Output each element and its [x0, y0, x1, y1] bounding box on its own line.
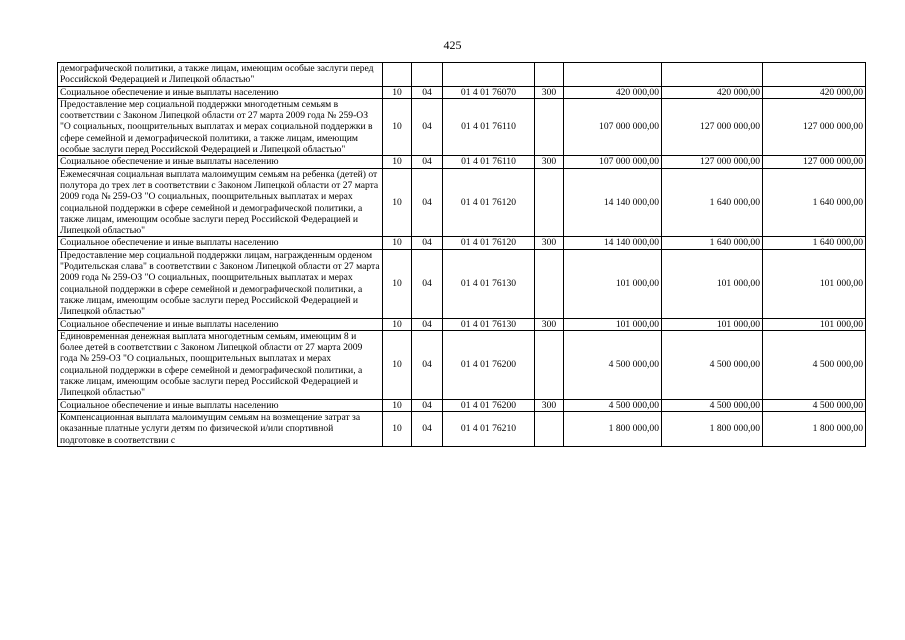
amount-year2-cell: 420 000,00 [662, 86, 763, 98]
amount-year1-cell: 14 140 000,00 [564, 168, 662, 237]
amount-year2-cell: 101 000,00 [662, 318, 763, 330]
subsection-code-cell [412, 63, 443, 87]
section-code-cell: 10 [383, 249, 412, 318]
section-code-cell: 10 [383, 156, 412, 168]
section-code-cell: 10 [383, 411, 412, 446]
section-code-cell: 10 [383, 237, 412, 249]
section-code-cell: 10 [383, 98, 412, 155]
table-row [58, 156, 866, 168]
expense-type-cell [535, 168, 564, 237]
subsection-code-cell: 04 [412, 156, 443, 168]
target-article-cell [443, 63, 535, 87]
subsection-code-cell: 04 [412, 399, 443, 411]
amount-year2-cell: 1 800 000,00 [662, 411, 763, 446]
amount-year1-cell: 420 000,00 [564, 86, 662, 98]
row-name-cell: Социальное обеспечение и иные выплаты населению [58, 156, 383, 168]
table-body [58, 63, 866, 447]
table-row [58, 411, 866, 446]
amount-year3-cell: 1 800 000,00 [763, 411, 866, 446]
page-number: 425 [443, 38, 462, 52]
budget-table [57, 62, 866, 447]
table-row [58, 249, 866, 318]
amount-year1-cell: 101 000,00 [564, 249, 662, 318]
amount-year2-cell: 127 000 000,00 [662, 98, 763, 155]
target-article-cell: 01 4 01 76210 [443, 411, 535, 446]
amount-year2-cell [662, 63, 763, 87]
target-article-cell: 01 4 01 76120 [443, 237, 535, 249]
amount-year2-cell: 4 500 000,00 [662, 399, 763, 411]
expense-type-cell: 300 [535, 156, 564, 168]
subsection-code-cell: 04 [412, 318, 443, 330]
table-row [58, 318, 866, 330]
row-name-cell: Социальное обеспечение и иные выплаты населению [58, 86, 383, 98]
target-article-cell: 01 4 01 76130 [443, 318, 535, 330]
table-row [58, 237, 866, 249]
amount-year3-cell: 101 000,00 [763, 318, 866, 330]
amount-year2-cell: 1 640 000,00 [662, 168, 763, 237]
expense-type-cell: 300 [535, 237, 564, 249]
amount-year3-cell: 127 000 000,00 [763, 98, 866, 155]
table-row [58, 63, 866, 87]
amount-year1-cell: 4 500 000,00 [564, 330, 662, 399]
expense-type-cell: 300 [535, 399, 564, 411]
subsection-code-cell: 04 [412, 411, 443, 446]
expense-type-cell [535, 98, 564, 155]
amount-year1-cell: 107 000 000,00 [564, 98, 662, 155]
amount-year1-cell: 14 140 000,00 [564, 237, 662, 249]
section-code-cell: 10 [383, 168, 412, 237]
amount-year3-cell: 4 500 000,00 [763, 399, 866, 411]
amount-year1-cell: 1 800 000,00 [564, 411, 662, 446]
row-name-cell: Предоставление мер социальной поддержки многодетным семьям в соответствии с Законом Липецкой области от 27 марта 2009 года № 259-ОЗ "О социальных, поощрительных выплатах и мерах социальной поддержки в сфере семейной и демографической политики, а также лицам, имеющим особые заслуги перед Российской Федерацией и Липецкой областью" [58, 98, 383, 155]
target-article-cell: 01 4 01 76110 [443, 98, 535, 155]
subsection-code-cell: 04 [412, 249, 443, 318]
target-article-cell: 01 4 01 76200 [443, 399, 535, 411]
amount-year2-cell: 4 500 000,00 [662, 330, 763, 399]
amount-year1-cell: 107 000 000,00 [564, 156, 662, 168]
amount-year3-cell: 101 000,00 [763, 249, 866, 318]
expense-type-cell: 300 [535, 86, 564, 98]
table-row [58, 98, 866, 155]
row-name-cell: Компенсационная выплата малоимущим семьям на возмещение затрат за оказанные платные услуги детям по физической и/или спортивной подготовке в соответствии с [58, 411, 383, 446]
table-row [58, 168, 866, 237]
target-article-cell: 01 4 01 76120 [443, 168, 535, 237]
table-row [58, 399, 866, 411]
amount-year2-cell: 101 000,00 [662, 249, 763, 318]
table-row [58, 86, 866, 98]
section-code-cell: 10 [383, 330, 412, 399]
row-name-cell: Социальное обеспечение и иные выплаты населению [58, 318, 383, 330]
subsection-code-cell: 04 [412, 98, 443, 155]
amount-year2-cell: 1 640 000,00 [662, 237, 763, 249]
section-code-cell: 10 [383, 86, 412, 98]
amount-year1-cell [564, 63, 662, 87]
row-name-cell: Предоставление мер социальной поддержки лицам, награжденным орденом "Родительская слава" в соответствии с Законом Липецкой области от 27 марта 2009 года № 259-ОЗ "О социальных, поощрительных выплатах и мерах социальной поддержки в сфере семейной и демографической политики, а также лицам, имеющим особые заслуги перед Российской Федерацией и Липецкой областью" [58, 249, 383, 318]
expense-type-cell [535, 330, 564, 399]
target-article-cell: 01 4 01 76130 [443, 249, 535, 318]
target-article-cell: 01 4 01 76200 [443, 330, 535, 399]
expense-type-cell [535, 411, 564, 446]
row-name-cell: Социальное обеспечение и иные выплаты населению [58, 399, 383, 411]
subsection-code-cell: 04 [412, 330, 443, 399]
expense-type-cell [535, 249, 564, 318]
subsection-code-cell: 04 [412, 86, 443, 98]
amount-year3-cell: 127 000 000,00 [763, 156, 866, 168]
section-code-cell: 10 [383, 318, 412, 330]
section-code-cell: 10 [383, 399, 412, 411]
table-row [58, 330, 866, 399]
row-name-cell: Единовременная денежная выплата многодетным семьям, имеющим 8 и более детей в соответствии с Законом Липецкой области от 27 марта 2009 года № 259-ОЗ "О социальных, поощрительных выплатах и мерах социальной поддержки в сфере семейной и демографической политики, а также лицам, имеющим особые заслуги перед Российской Федерацией и Липецкой областью" [58, 330, 383, 399]
expense-type-cell [535, 63, 564, 87]
subsection-code-cell: 04 [412, 237, 443, 249]
amount-year3-cell: 1 640 000,00 [763, 168, 866, 237]
amount-year2-cell: 127 000 000,00 [662, 156, 763, 168]
amount-year1-cell: 4 500 000,00 [564, 399, 662, 411]
subsection-code-cell: 04 [412, 168, 443, 237]
target-article-cell: 01 4 01 76070 [443, 86, 535, 98]
row-name-cell: демографической политики, а также лицам, имеющим особые заслуги перед Российской Федерацией и Липецкой областью" [58, 63, 383, 87]
row-name-cell: Социальное обеспечение и иные выплаты населению [58, 237, 383, 249]
amount-year3-cell [763, 63, 866, 87]
section-code-cell [383, 63, 412, 87]
expense-type-cell: 300 [535, 318, 564, 330]
amount-year3-cell: 420 000,00 [763, 86, 866, 98]
row-name-cell: Ежемесячная социальная выплата малоимущим семьям на ребенка (детей) от полутора до трех лет в соответствии с Законом Липецкой области от 27 марта 2009 года № 259-ОЗ "О социальных, поощрительных выплатах и мерах социальной поддержки в сфере семейной и демографической политики, а также лицам, имеющим особые заслуги перед Российской Федерацией и Липецкой областью" [58, 168, 383, 237]
target-article-cell: 01 4 01 76110 [443, 156, 535, 168]
amount-year3-cell: 4 500 000,00 [763, 330, 866, 399]
amount-year3-cell: 1 640 000,00 [763, 237, 866, 249]
amount-year1-cell: 101 000,00 [564, 318, 662, 330]
